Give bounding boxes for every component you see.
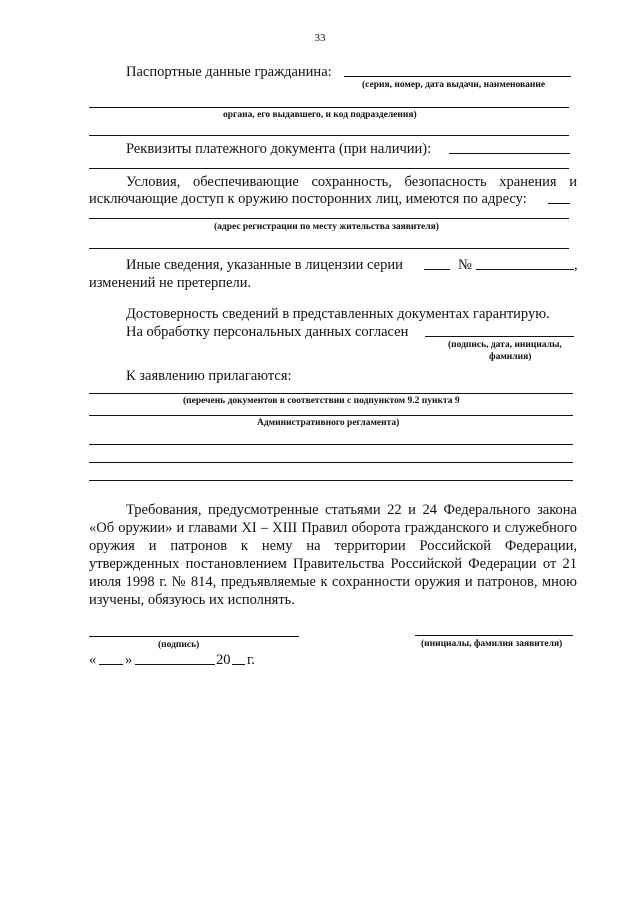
date-close-quote: »	[125, 652, 133, 668]
passport-label: Паспортные данные гражданина:	[126, 64, 332, 80]
attachments-hint-2: Административного регламента)	[257, 418, 400, 428]
license-line-1: Иные сведения, указанные в лицензии серии	[126, 257, 403, 273]
page-number: 33	[314, 32, 326, 44]
date-year-line[interactable]	[232, 664, 245, 665]
payment-field-line-2[interactable]	[89, 168, 569, 169]
attachments-hint-1: (перечень документов в соответствии с подпунктом 9.2 пункта 9	[183, 396, 460, 406]
consent-line-2: На обработку персональных данных согласен	[126, 324, 409, 340]
passport-field-line[interactable]	[344, 76, 571, 77]
license-number-sign: №	[458, 257, 472, 273]
consent-signature-line[interactable]	[425, 336, 574, 337]
license-comma: ,	[574, 257, 578, 273]
storage-address-line-2[interactable]	[89, 218, 569, 219]
date-month-line[interactable]	[135, 664, 215, 665]
attachments-label: К заявлению прилагаются:	[126, 368, 292, 384]
license-number-line[interactable]	[476, 269, 574, 270]
date-year-suffix: г.	[247, 652, 255, 668]
payment-label: Реквизиты платежного документа (при наличии):	[126, 141, 432, 157]
passport-hint-1: (серия, номер, дата выдачи, наименование	[362, 80, 546, 90]
passport-field-line-3[interactable]	[89, 135, 569, 136]
applicant-name-line[interactable]	[415, 635, 573, 636]
attachments-line-4[interactable]	[89, 462, 573, 463]
attachments-line-2[interactable]	[89, 415, 573, 416]
storage-address-line-3[interactable]	[89, 248, 569, 249]
consent-hint-2: фамилия)	[489, 352, 532, 362]
attachments-line-5[interactable]	[89, 480, 573, 481]
date-open-quote: «	[89, 652, 97, 668]
storage-line-1: Условия, обеспечивающие сохранность, безопасность хранения и	[126, 174, 577, 190]
requirements-text: Требования, предусмотренные статьями 22 и 24 Федерального закона «Об оружии» и главами XI – XIII Правил оборота гражданского и служебного оружия и патронов к нему на территории Российской Федерации, утвержденных постановлением Правительства Российской Федерации от 21 июля 1998 г. № 814, предъявляемые к сохранности оружия и патронов, мною изучены, обязуюсь их исполнять.	[89, 502, 577, 608]
date-day-line[interactable]	[99, 664, 123, 665]
passport-hint-2: органа, его выдавшего, и код подразделения)	[223, 110, 417, 120]
payment-field-line[interactable]	[449, 153, 570, 154]
consent-line-1: Достоверность сведений в представленных документах гарантирую.	[126, 306, 550, 322]
signature-hint: (подпись)	[158, 640, 200, 650]
requirements-paragraph	[89, 501, 577, 609]
attachments-line-1[interactable]	[89, 393, 573, 394]
consent-hint-1: (подпись, дата, инициалы,	[448, 340, 562, 350]
license-series-line[interactable]	[424, 269, 450, 270]
storage-line-2: исключающие доступ к оружию посторонних лиц, имеются по адресу:	[89, 191, 527, 207]
applicant-name-hint: (инициалы, фамилия заявителя)	[421, 639, 563, 649]
date-year-prefix: 20	[216, 652, 231, 668]
license-line-2: изменений не претерпели.	[89, 275, 252, 291]
passport-field-line-2[interactable]	[89, 107, 569, 108]
storage-address-line[interactable]	[548, 203, 570, 204]
attachments-line-3[interactable]	[89, 444, 573, 445]
storage-hint: (адрес регистрации по месту жительства заявителя)	[214, 222, 439, 232]
signature-line[interactable]	[89, 636, 299, 637]
